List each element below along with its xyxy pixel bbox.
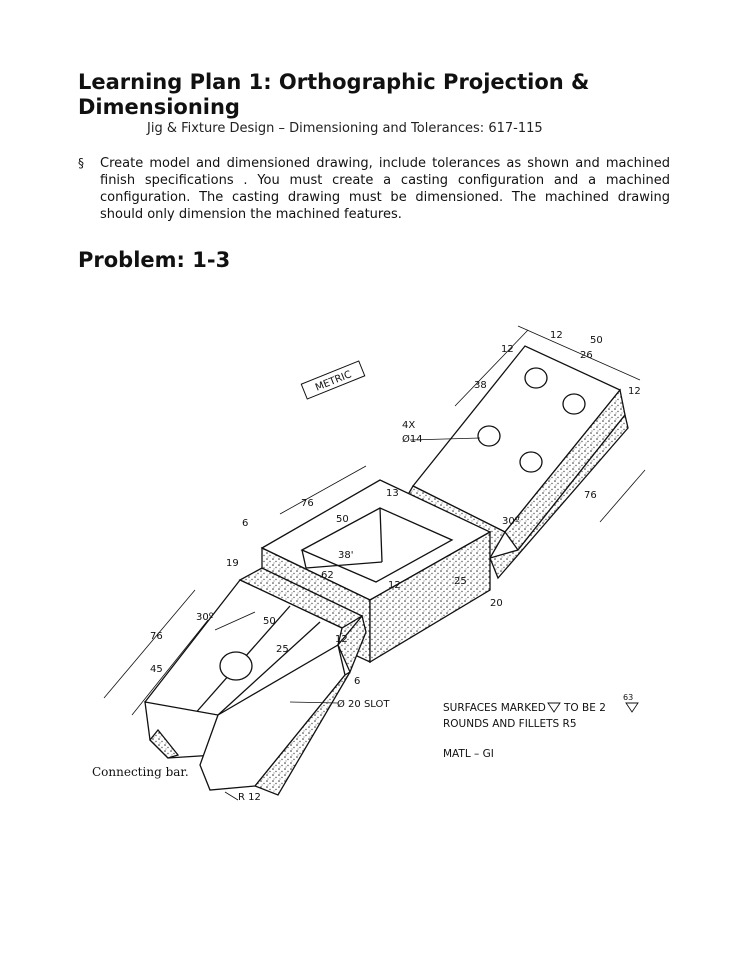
- dim-76-mid: 76: [301, 498, 314, 509]
- dim-19: 19: [226, 558, 239, 569]
- note-surfaces: SURFACES MARKED: [443, 702, 546, 714]
- metric-stamp-label: METRIC: [313, 369, 354, 394]
- note-to-be: TO BE 2: [564, 702, 606, 714]
- dim-50-left: 50: [263, 616, 276, 627]
- dim-12-left: 12: [501, 344, 514, 355]
- dim-12-step: 12: [335, 634, 348, 645]
- dim-76-left: 76: [150, 631, 163, 642]
- note-rounds: ROUNDS AND FILLETS R5: [443, 718, 577, 730]
- dim-50-top: 50: [590, 335, 603, 346]
- dim-26: 26: [580, 350, 593, 361]
- dim-45: 45: [150, 664, 163, 675]
- dim-12-inner: 12: [388, 580, 401, 591]
- drawing-notes: [443, 693, 638, 760]
- holes-diameter-label: Ø14: [402, 434, 423, 445]
- dim-25-inner: 25: [454, 576, 467, 587]
- connecting-bar-drawing: [80, 300, 680, 820]
- dim-12-top: 12: [550, 330, 563, 341]
- dim-76-right: 76: [584, 490, 597, 501]
- instruction-text: Create model and dimensioned drawing, include tolerances as shown and machined finish specifications . You must create a casting configuration and a machined configuration. The casting drawing must be dimensioned. The machined drawing should only dimension the machined features.: [100, 156, 670, 222]
- dim-30-left: 30º: [196, 612, 214, 623]
- drawing-caption: Connecting bar.: [92, 765, 189, 779]
- slot-callout: Ø 20 SLOT: [337, 699, 390, 710]
- document-title: Learning Plan 1: Orthographic Projection & Dimensioning: [78, 70, 590, 119]
- metric-stamp: [301, 361, 364, 399]
- holes-count-label: 4X: [402, 420, 416, 431]
- dim-6-bottom: 6: [354, 676, 361, 687]
- finish-value: 63: [623, 693, 634, 702]
- dim-20: 20: [490, 598, 503, 609]
- finish-mark-icon: [548, 703, 560, 712]
- radius-callout: R 12: [238, 792, 261, 803]
- dim-38: 38: [474, 380, 487, 391]
- dim-50-mid: 50: [336, 514, 349, 525]
- dim-12-right: 12: [628, 386, 641, 397]
- dim-25-left: 25: [276, 644, 289, 655]
- bullet-icon: §: [78, 156, 84, 170]
- finish-symbol-icon: [626, 703, 638, 712]
- dim-13: 13: [386, 488, 399, 499]
- dim-38-inner: 38': [338, 550, 354, 561]
- document-subtitle: Jig & Fixture Design – Dimensioning and Tolerances: 617-115: [147, 121, 543, 136]
- dim-6-top: 6: [242, 518, 249, 529]
- problem-heading: Problem: 1-3: [78, 248, 231, 272]
- dim-62: 62: [321, 570, 334, 581]
- dim-30-right: 30º: [502, 516, 520, 527]
- note-material: MATL – GI: [443, 748, 494, 760]
